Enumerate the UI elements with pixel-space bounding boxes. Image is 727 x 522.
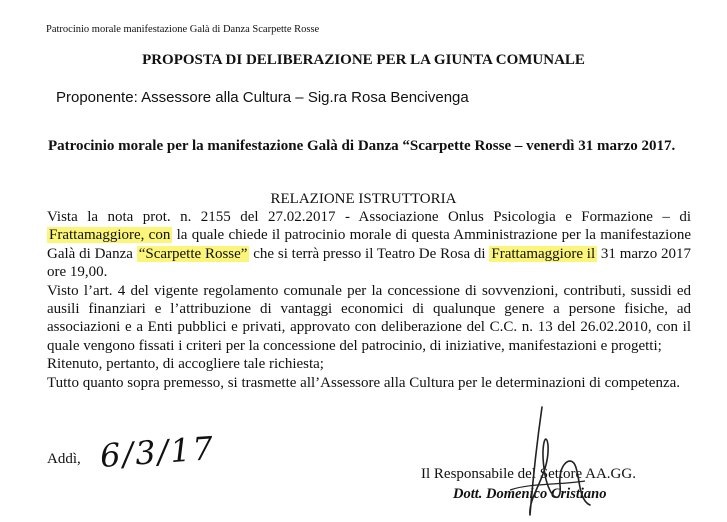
signatory-name: Dott. Domenico Cristiano [453,486,607,502]
header-note: Patrocinio morale manifestazione Galà di Danza Scarpette Rosse [46,24,320,35]
document-title: PROPOSTA DI DELIBERAZIONE PER LA GIUNTA COMUNALE [142,52,585,68]
text-run: Vista la nota prot. n. 2155 del 27.02.2017 - Associazione Onlus Psicologia e Formazione – di [47,209,691,225]
handwritten-date: 6/3/17 [98,429,217,475]
highlighted-text: “Scarpette Rosse” [138,245,248,262]
text-run: 31 marzo 2017 ore 19,00. [47,245,691,281]
paragraph-acceptance: Ritenuto, pertanto, di accogliere tale richiesta; [47,356,324,373]
proposer-line: Proponente: Assessore alla Cultura – Sig.ra Rosa Bencivenga [56,89,469,106]
paragraph-transmission: Tutto quanto sopra premesso, si trasmette all’Assessore alla Cultura per le determinazioni di competenza. [47,374,681,391]
text-run: che si terrà presso il Teatro De Rosa di [249,245,490,262]
signatory-role: Il Responsabile del Settore AA.GG. [421,466,636,482]
paragraph-regulation: Visto l’art. 4 del vigente regolamento comunale per la concessione di sovvenzioni, contributi, sussidi ed ausili finanziari e l’attribuzione di vantaggi economici di qualunque genere a persone fisiche, ad associazioni e a Enti pubblici e privati, approvato con deliberazione del C.C. n. 13 del 26.02.2010, con il quale vengono fissati i criteri per la concessione del patrocinio, di iniziative, manifestazioni e progetti; [47,282,691,354]
section-heading: RELAZIONE ISTRUTTORIA [270,191,457,207]
text-run: la quale chiede il patrocinio morale di questa Amministrazione per la manifestazione Galà di Danza [47,227,691,262]
date-label: Addì, [47,451,81,467]
highlighted-text: Frattamaggiore, con [49,227,171,244]
handwritten-signature [490,405,600,522]
paragraph-request [47,208,691,282]
subject-line: Patrocinio morale per la manifestazione Galà di Danza “Scarpette Rosse – venerdì 31 marzo 2017. [48,138,676,154]
highlighted-text: Frattamaggiore il [491,245,596,262]
report-body [47,208,691,392]
